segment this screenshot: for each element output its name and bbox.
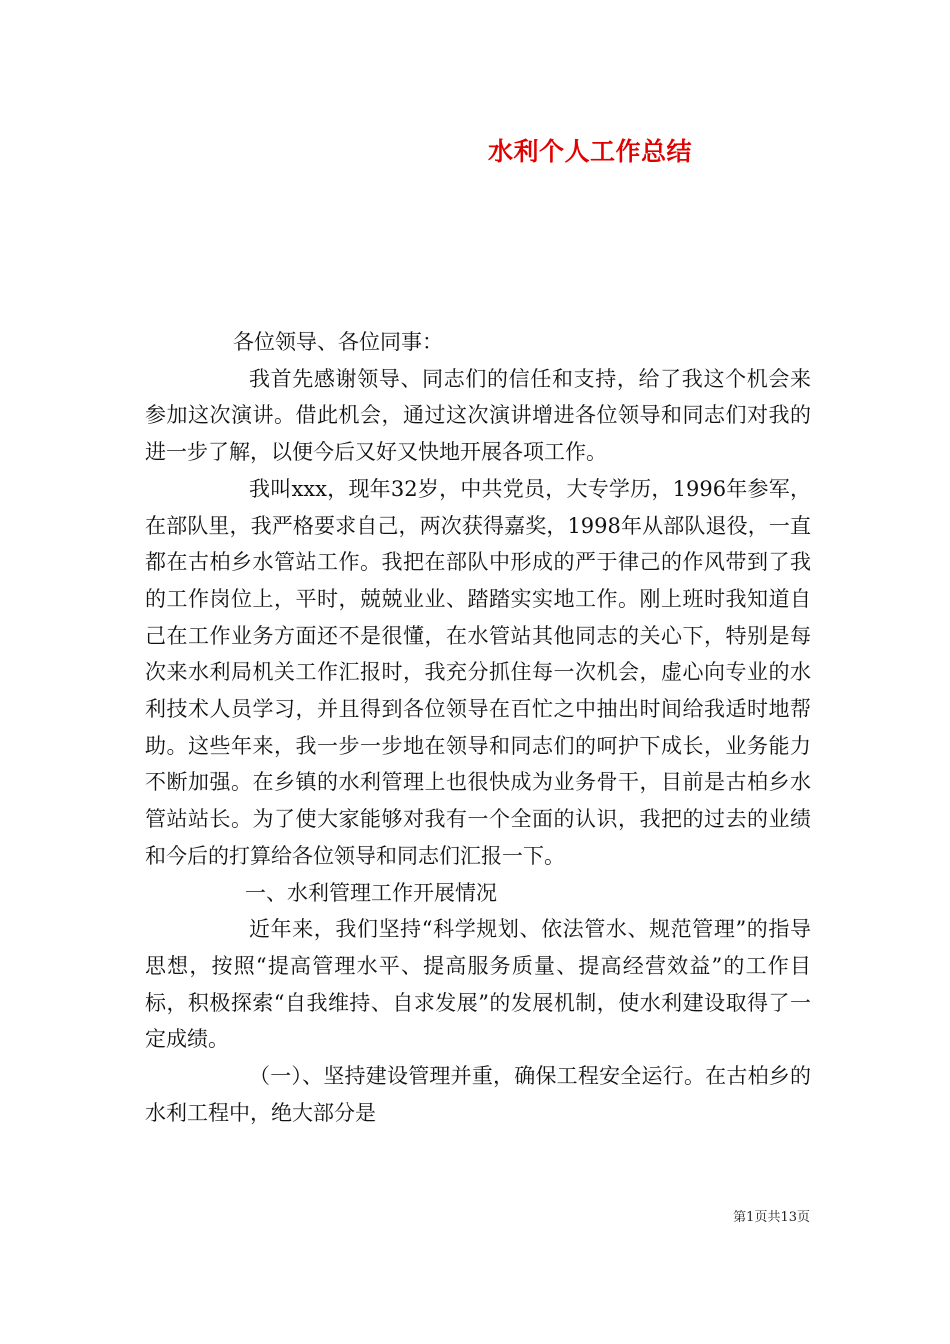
paragraph-self-intro: 我叫xxx，现年32岁，中共党员，大专学历，1996年参军，在部队里，我严格要求自己，两次获得嘉奖，1998年从部队退役，一直都在古柏乡水管站工作。我把在部队中形成的严于律己的作风带到了我的工作岗位上，平时，兢兢业业、踏踏实实地工作。刚上班时我知道自己在工作业务方面还不是很懂，在水管站其他同志的关心下，特别是每次来水利局机关工作汇报时，我充分抓住每一次机会，虚心向专业的水利技术人员学习，并且得到各位领导在百忙之中抽出时间给我适时地帮助。这些年来，我一步一步地在领导和同志们的呵护下成长，业务能力不断加强。在乡镇的水利管理上也很快成为业务骨干，目前是古柏乡水管站站长。为了使大家能够对我有一个全面的认识，我把的过去的业绩和今后的打算给各位领导和同志们汇报一下。 — [145, 476, 811, 868]
salutation: 各位领导、各位同事： — [233, 330, 443, 354]
document-title: 水利个人工作总结 — [487, 137, 692, 166]
paragraph-section-intro: 近年来，我们坚持“科学规划、依法管水、规范管理”的指导思想，按照“提高管理水平、提高服务质量、提高经营效益”的工作目标，积极探索“自我维持、自求发展”的发展机制，使水利建设取得了一定成绩。 — [145, 917, 811, 1052]
page-number-footer: 第1页共13页 — [733, 1210, 810, 1225]
paragraph-thanks: 我首先感谢领导、同志们的信任和支持，给了我这个机会来参加这次演讲。借此机会，通过这次演讲增进各位领导和同志们对我的进一步了解，以便今后又好又快地开展各项工作。 — [145, 366, 811, 465]
paragraph-subsection-one: （一）、坚持建设管理并重，确保工程安全运行。在古柏乡的水利工程中，绝大部分是 — [145, 1064, 811, 1125]
section-heading: 一、水利管理工作开展情况 — [245, 880, 497, 905]
document-body — [145, 324, 811, 1131]
